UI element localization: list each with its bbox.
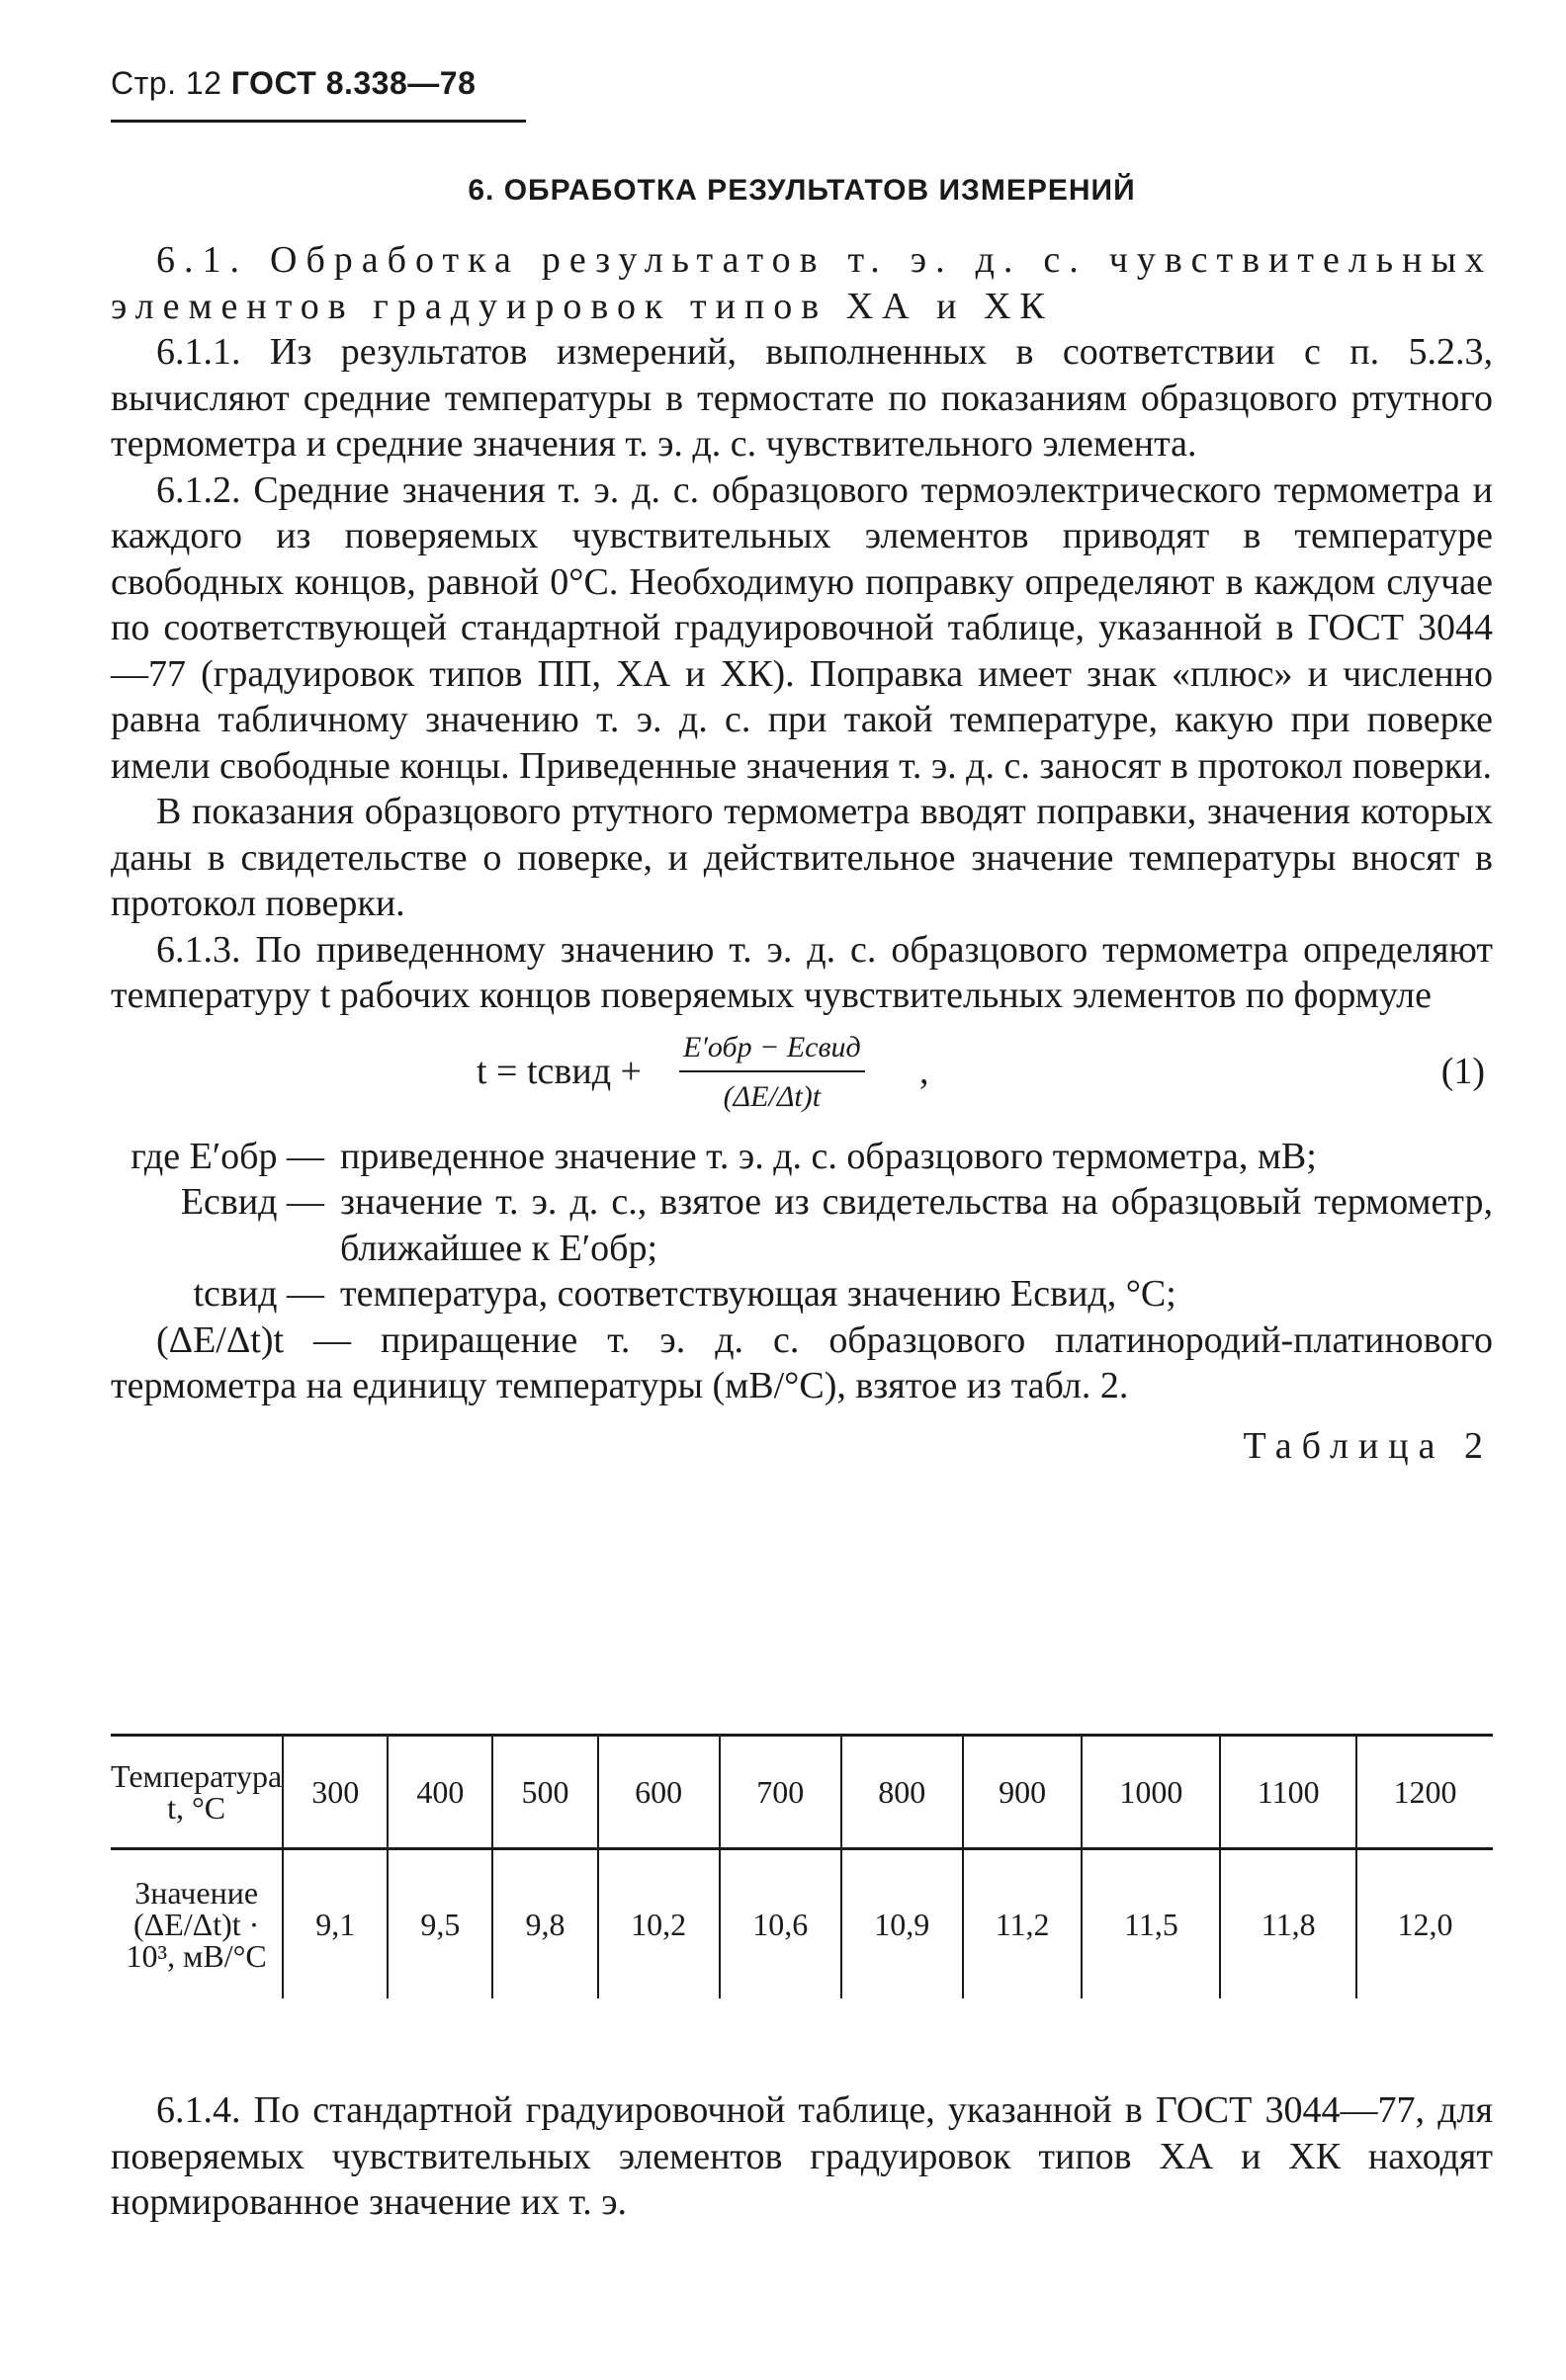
table-cell: 9,5 — [388, 1849, 492, 1999]
table-cell: 11,5 — [1082, 1849, 1220, 1999]
table-row-label: Значение (ΔE/Δt)t · 10³, мВ/°С — [126, 1875, 267, 1974]
definition: температура, соответствующая значению Eсвид, °С; — [340, 1273, 1176, 1315]
paragraph-6-1-3: 6.1.3. По приведенному значению т. э. д. с. образцового термометра определяют температуру t рабочих концов поверяемых чувствительных элементов по формуле — [111, 928, 1493, 1016]
formula-denominator: (ΔE/Δt)t — [679, 1070, 865, 1121]
table-cell: 300 — [283, 1736, 388, 1849]
table-cell: 10,6 — [720, 1849, 841, 1999]
definition: значение т. э. д. с., взятое из свидетельства на образцовый термометр, ближайшее к E′обр; — [340, 1181, 1493, 1269]
table-cell: 700 — [720, 1736, 841, 1849]
table-cell: 10,9 — [841, 1849, 963, 1999]
document-page — [111, 0, 1493, 2380]
table-cell: 12,0 — [1356, 1849, 1493, 1999]
header-rule — [111, 120, 526, 123]
table-cell: 9,1 — [283, 1849, 388, 1999]
table-cell: 11,2 — [963, 1849, 1083, 1999]
table-2 — [111, 1734, 1493, 1998]
standard-number: ГОСТ 8.338—78 — [230, 65, 477, 101]
body-text — [111, 237, 1493, 1469]
table-row-label: Температура t, °С — [111, 1736, 283, 1849]
page-header — [111, 65, 476, 102]
formula-lhs: t = tсвид + — [477, 1050, 642, 1092]
paragraph-6-1-4: 6.1.4. По стандартной градуировочной таблице, указанной в ГОСТ 3044—77, для поверяемых чувствительных элементов градуировок типов ХА и ХК находят нормированное значение их т. э. — [111, 2089, 1493, 2223]
definition: приведенное значение т. э. д. с. образцового термометра, мВ; — [340, 1135, 1317, 1177]
formula-numerator: E′обр − Eсвид — [683, 1030, 861, 1063]
symbol: где E′обр — — [130, 1135, 324, 1177]
paragraph-6-1-2: 6.1.2. Средние значения т. э. д. с. образцового термоэлектрического термометра и каждого из поверяемых чувствительных элементов приводят в температуре свободных концов, равной 0°С. Необходимую поправку определяют в каждом случае по соответствующей стандартной градуировочной таблице, указанной в ГОСТ 3044—77 (градуировок типов ПП, ХА и ХК). Поправка имеет знак «плюс» и численно равна табличному значению т. э. д. с. при такой температуре, какую при поверке имели свободные концы. Приведенные значения т. э. д. с. заносят в протокол поверки. — [111, 468, 1493, 787]
symbol-definitions — [111, 1134, 1493, 1318]
table-cell: 10,2 — [598, 1849, 720, 1999]
symbol: Eсвид — — [180, 1181, 324, 1223]
table-cell: 600 — [598, 1736, 720, 1849]
paragraph-6-1-1: 6.1.1. Из результатов измерений, выполненных в соответствии с п. 5.2.3, вычисляют средние температуры в термостате по показаниям образцового ртутного термометра и средние значения т. э. д. с. чувствительного элемента. — [111, 331, 1493, 465]
formula-number: (1) — [1440, 1050, 1485, 1092]
table-cell: 400 — [388, 1736, 492, 1849]
paragraph-6-1: 6.1. Обработка результатов т. э. д. с. чувствительных элементов градуировок типов ХА и ХК — [111, 239, 1493, 327]
table-caption: Таблица 2 — [1243, 1424, 1493, 1467]
table-row-value — [111, 1849, 1493, 1999]
table-cell: 900 — [963, 1736, 1083, 1849]
table-cell: 800 — [841, 1736, 963, 1849]
symbol: tсвид — — [193, 1273, 324, 1315]
formula-comma: , — [919, 1050, 929, 1092]
table-cell: 11,8 — [1220, 1849, 1356, 1999]
section-title: 6. ОБРАБОТКА РЕЗУЛЬТАТОВ ИЗМЕРЕНИЙ — [468, 174, 1136, 207]
table-cell: 1000 — [1082, 1736, 1220, 1849]
formula-1 — [111, 1027, 1493, 1126]
table-cell: 1200 — [1356, 1736, 1493, 1849]
table-cell: 500 — [492, 1736, 597, 1849]
table-cell: 1100 — [1220, 1736, 1356, 1849]
paragraph-increment: (ΔE/Δt)t — приращение т. э. д. с. образцового платинородий-платинового термометра на единицу температуры (мВ/°С), взятое из табл. 2. — [111, 1318, 1493, 1406]
table-row-temperature — [111, 1736, 1493, 1849]
page-label: Стр. 12 — [111, 65, 222, 101]
table-cell: 9,8 — [492, 1849, 597, 1999]
formula-fraction — [679, 1025, 865, 1121]
paragraph-mercury-correction: В показания образцового ртутного термометра вводят поправки, значения которых даны в свидетельстве о поверке, и действительное значение температуры вносят в протокол поверки. — [111, 791, 1493, 924]
continued-text — [111, 2087, 1493, 2226]
